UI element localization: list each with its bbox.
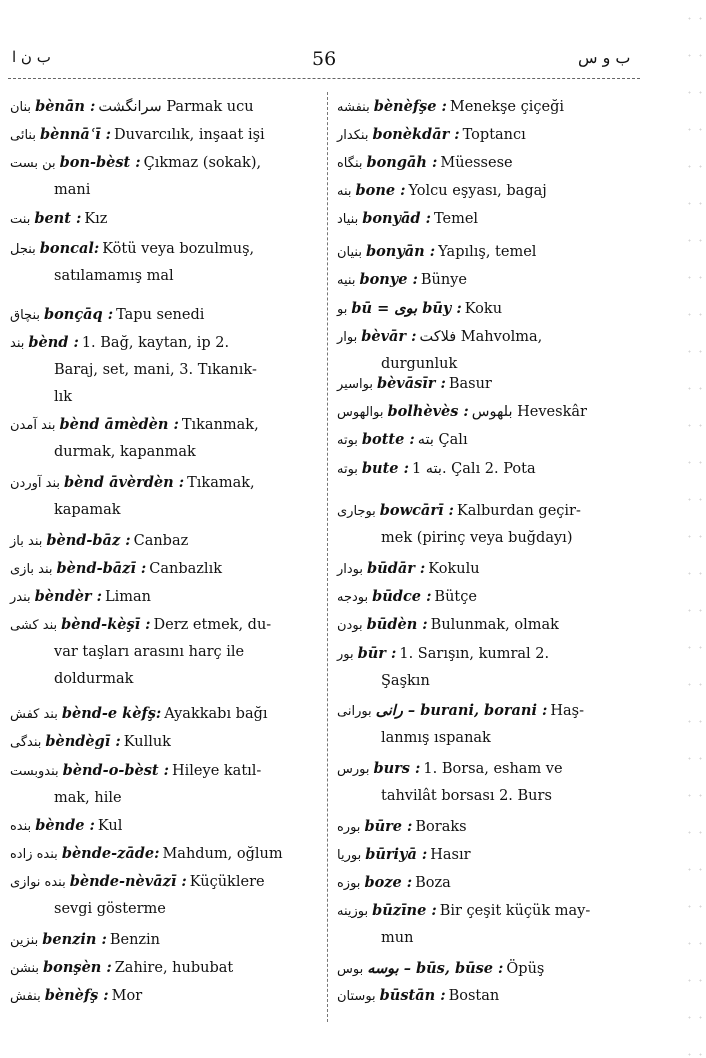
dictionary-entry xyxy=(337,93,642,121)
dictionary-entry xyxy=(337,266,642,294)
dictionary-entry xyxy=(337,555,642,583)
definition: Koku xyxy=(464,301,503,317)
dictionary-entry xyxy=(337,640,642,695)
entry-headline xyxy=(10,868,320,896)
headword-transliteration: bènde : xyxy=(35,817,95,834)
definition: Tıkamak, xyxy=(187,475,255,491)
dictionary-entry xyxy=(10,149,320,204)
headword-arabic-script: بنفشه xyxy=(337,100,370,115)
page-number: 56 xyxy=(312,48,337,70)
header-divider xyxy=(8,78,640,79)
headword-arabic-script: بنفش xyxy=(10,989,41,1004)
dictionary-entry xyxy=(337,238,642,266)
headword-arabic-script: بنکدار xyxy=(337,128,369,143)
definition: Yolcu eşyası, bagaj xyxy=(408,183,547,199)
entry-headline xyxy=(10,527,320,555)
headword-arabic-script: بنان xyxy=(10,100,32,115)
dictionary-entry xyxy=(10,926,320,954)
definition: Canbazlık xyxy=(149,561,222,577)
headword-arabic-script: بند کفش xyxy=(10,707,58,722)
headword-transliteration: bent : xyxy=(34,210,82,227)
entry-headline xyxy=(10,583,320,611)
entry-headline xyxy=(337,121,642,149)
headword-transliteration: bènd āmèdèn : xyxy=(59,416,179,433)
definition: 1. Borsa, esham ve xyxy=(423,761,563,777)
headword-transliteration: bowcārī : xyxy=(379,502,454,519)
headword-transliteration: bènde-zāde: xyxy=(61,845,160,862)
dictionary-entry xyxy=(10,555,320,583)
definition: فلاکت Mahvolma, xyxy=(419,329,543,345)
headword-transliteration: bèndègī : xyxy=(45,733,121,750)
headword-arabic-script: بنیان xyxy=(337,245,362,260)
dictionary-entry xyxy=(337,841,642,869)
headword-transliteration: būdār : xyxy=(367,560,426,577)
headword-transliteration: bènnāʿī : xyxy=(39,126,112,143)
entry-headline xyxy=(337,149,642,177)
headword-transliteration: bèvāsīr : xyxy=(376,375,446,392)
headword-arabic-script: بواسیر xyxy=(337,377,373,392)
dictionary-entry xyxy=(337,455,642,483)
headword-transliteration: būre : xyxy=(364,818,413,835)
column-divider xyxy=(327,92,328,1022)
definition: Bulunmak, olmak xyxy=(430,617,559,633)
definition-continuation: mani xyxy=(54,182,91,198)
headword-arabic-script: بور xyxy=(337,647,354,662)
entry-headline xyxy=(337,295,642,323)
dictionary-entry xyxy=(337,295,642,323)
definition: 1. Bağ, kaytan, ip 2. xyxy=(81,335,230,351)
definition: Kulluk xyxy=(123,734,171,750)
dictionary-entry xyxy=(10,205,320,233)
entry-headline xyxy=(10,954,320,982)
headword-transliteration: bènèfş : xyxy=(44,987,109,1004)
headword-arabic-script: بودجه xyxy=(337,590,369,605)
headword-transliteration: bènd-bāzī : xyxy=(56,560,147,577)
definition: Kalburdan geçir- xyxy=(456,503,581,519)
headword-arabic-script: بندوبست xyxy=(10,764,59,779)
entry-headline xyxy=(337,370,642,398)
headword-transliteration: bènde-nèvāzī : xyxy=(69,873,187,890)
definition: Ayakkabı bağı xyxy=(164,706,268,722)
headword-transliteration: bonçāq : xyxy=(43,306,114,323)
definition: Duvarcılık, inşaat işi xyxy=(114,127,265,143)
entry-headline xyxy=(10,757,320,785)
dictionary-entry xyxy=(10,93,320,121)
definition: Kötü veya bozulmuş, xyxy=(102,241,255,257)
headword-arabic-script: بوره xyxy=(337,820,361,835)
dictionary-entry xyxy=(10,700,320,728)
definition: بلهوس Heveskâr xyxy=(471,404,587,420)
dictionary-entry xyxy=(337,121,642,149)
definition: Toptancı xyxy=(462,127,526,143)
headword-arabic-script: بوالهوس xyxy=(337,405,384,420)
headword-transliteration: bolhèvès : xyxy=(387,403,469,420)
entry-headline xyxy=(337,697,642,725)
definition-continuation: durgunluk xyxy=(381,356,458,372)
headword-transliteration: bonyād : xyxy=(362,210,431,227)
dictionary-entry xyxy=(10,527,320,555)
headword-transliteration: bènān : xyxy=(35,98,96,115)
dictionary-entry xyxy=(337,813,642,841)
headword-arabic-script: بودار xyxy=(337,562,364,577)
headword-arabic-script: بند آمدن xyxy=(10,418,56,433)
definition-continuation: sevgi gösterme xyxy=(54,901,166,917)
headword-transliteration: bèvār : xyxy=(361,328,417,345)
definition: Kul xyxy=(97,818,123,834)
dictionary-entry xyxy=(337,755,642,810)
entry-headline xyxy=(10,555,320,583)
definition-continuation: doldurmak xyxy=(54,671,134,687)
dictionary-entry xyxy=(10,411,320,466)
headword-arabic-script: بنجل xyxy=(10,242,36,257)
headword-arabic-script: بند xyxy=(10,336,25,351)
definition: بته 1. Çalı 2. Pota xyxy=(411,461,536,477)
headword-arabic-script: بوریا xyxy=(337,848,362,863)
dictionary-entry xyxy=(337,697,642,752)
headword-transliteration: boncal: xyxy=(39,240,100,257)
entry-headline xyxy=(337,93,642,121)
entry-headline xyxy=(337,640,642,668)
entry-headline xyxy=(337,555,642,583)
headword-arabic-script: بوزینه xyxy=(337,904,369,919)
entry-headline xyxy=(337,426,642,454)
definition-continuation: satılamamış mal xyxy=(54,268,174,284)
entry-headline xyxy=(10,301,320,329)
headword-arabic-script: بنت xyxy=(10,212,31,227)
dictionary-entry xyxy=(10,757,320,812)
entry-headline xyxy=(10,411,320,439)
definition: Menekşe çiçeği xyxy=(449,99,565,115)
definition-continuation: mek (pirinç veya buğdayı) xyxy=(381,530,573,546)
headword-arabic-script: بوس xyxy=(337,962,364,977)
entry-headline xyxy=(337,611,642,639)
headword-transliteration: bonyān : xyxy=(365,243,436,260)
dictionary-entry xyxy=(337,398,642,426)
entry-headline xyxy=(337,398,642,426)
definition: Mahdum, oğlum xyxy=(162,846,283,862)
definition: Çıkmaz (sokak), xyxy=(143,155,262,171)
definition-continuation: durmak, kapanmak xyxy=(54,444,196,460)
headword-transliteration: بوسه – būs, būse : xyxy=(367,960,504,977)
definition: Bütçe xyxy=(434,589,477,605)
entry-headline xyxy=(10,121,320,149)
definition-continuation: tahvilât borsası 2. Burs xyxy=(381,788,552,804)
definition: Basur xyxy=(448,376,492,392)
definition-continuation: lık xyxy=(54,389,73,405)
definition: Hileye katıl- xyxy=(172,763,262,779)
entry-headline xyxy=(10,149,320,177)
entry-headline xyxy=(10,469,320,497)
dictionary-entry xyxy=(10,868,320,923)
entry-headline xyxy=(337,813,642,841)
headword-arabic-script: بودن xyxy=(337,618,363,633)
definition: Canbaz xyxy=(133,533,189,549)
entry-headline xyxy=(10,329,320,357)
headword-transliteration: رانی – burani, borani : xyxy=(375,702,548,719)
headword-transliteration: bone : xyxy=(355,182,406,199)
headword-transliteration: bènd āvèrdèn : xyxy=(64,474,185,491)
headword-transliteration: bū = بوی būy : xyxy=(351,300,462,317)
dictionary-entry xyxy=(337,869,642,897)
headword-transliteration: botte : xyxy=(361,431,415,448)
definition: Küçüklere xyxy=(189,874,265,890)
entry-headline xyxy=(10,812,320,840)
dictionary-entry xyxy=(10,954,320,982)
entry-headline xyxy=(10,93,320,121)
dictionary-entry xyxy=(10,812,320,840)
headword-transliteration: bènd-bāz : xyxy=(46,532,131,549)
entry-headline xyxy=(10,700,320,728)
dictionary-entry xyxy=(337,205,642,233)
headword-arabic-script: بورس xyxy=(337,762,370,777)
dictionary-entry xyxy=(10,235,320,290)
entry-headline xyxy=(337,755,642,783)
dictionary-entry xyxy=(10,611,320,693)
entry-headline xyxy=(10,235,320,263)
headword-transliteration: būdèn : xyxy=(366,616,428,633)
dictionary-entry xyxy=(337,370,642,398)
definition-continuation: Baraj, set, mani, 3. Tıkanık- xyxy=(54,362,257,378)
headword-arabic-script: بنگاه xyxy=(337,156,363,171)
dictionary-entry xyxy=(337,177,642,205)
entry-headline xyxy=(337,841,642,869)
headword-transliteration: benzin : xyxy=(42,931,107,948)
headword-transliteration: bongāh : xyxy=(366,154,438,171)
definition-continuation: lanmış ıspanak xyxy=(381,730,491,746)
headword-transliteration: būriyā : xyxy=(365,846,428,863)
entry-headline xyxy=(337,177,642,205)
definition: Temel xyxy=(433,211,479,227)
headword-arabic-script: بنشن xyxy=(10,961,40,976)
dictionary-entry xyxy=(10,121,320,149)
header-left-guide: ب ن ا xyxy=(12,48,51,66)
entry-headline xyxy=(337,982,642,1010)
dictionary-entry xyxy=(337,583,642,611)
definition: 1. Sarışın, kumral 2. xyxy=(399,646,550,662)
headword-transliteration: boze : xyxy=(364,874,413,891)
definition-continuation: Şaşkın xyxy=(381,673,430,689)
dictionary-entry xyxy=(337,611,642,639)
definition: Bir çeşit küçük may- xyxy=(439,903,591,919)
headword-transliteration: bèndèr : xyxy=(34,588,102,605)
headword-transliteration: būstān : xyxy=(379,987,446,1004)
headword-transliteration: bon-bèst : xyxy=(59,154,141,171)
definition: Mor xyxy=(111,988,143,1004)
dictionary-entry xyxy=(10,329,320,411)
entry-headline xyxy=(10,728,320,756)
headword-transliteration: bènd-o-bèst : xyxy=(62,762,170,779)
headword-arabic-script: بوزه xyxy=(337,876,361,891)
entry-headline xyxy=(337,238,642,266)
dictionary-entry xyxy=(337,426,642,454)
headword-arabic-script: بندر xyxy=(10,590,31,605)
entry-headline xyxy=(10,611,320,639)
headword-arabic-script: بنه xyxy=(337,184,352,199)
dictionary-entry xyxy=(337,149,642,177)
headword-transliteration: bènd-e kèfş: xyxy=(61,705,162,722)
definition: Tapu senedi xyxy=(116,307,205,323)
headword-arabic-script: بند باز xyxy=(10,534,43,549)
definition: Müessese xyxy=(440,155,513,171)
definition-continuation: mak, hile xyxy=(54,790,122,806)
dictionary-entry xyxy=(10,840,320,868)
headword-arabic-script: بنزین xyxy=(10,933,39,948)
page-edge-speckle xyxy=(684,0,706,1058)
headword-transliteration: būr : xyxy=(357,645,397,662)
definition: Boraks xyxy=(415,819,467,835)
headword-arabic-script: بنچاق xyxy=(10,308,40,323)
headword-transliteration: burs : xyxy=(373,760,421,777)
dictionary-entry xyxy=(337,897,642,952)
headword-transliteration: bonşèn : xyxy=(43,959,112,976)
headword-arabic-script: بو xyxy=(337,302,348,317)
entry-headline xyxy=(337,897,642,925)
headword-transliteration: būzīne : xyxy=(372,902,437,919)
headword-arabic-script: بوته xyxy=(337,433,358,448)
entry-headline xyxy=(337,869,642,897)
definition: سرانگشت Parmak ucu xyxy=(98,99,254,115)
entry-headline xyxy=(10,840,320,868)
headword-arabic-script: بند آوردن xyxy=(10,476,61,491)
definition: Liman xyxy=(104,589,151,605)
headword-arabic-script: بن بست xyxy=(10,156,56,171)
definition: Kokulu xyxy=(428,561,480,577)
entry-headline xyxy=(337,266,642,294)
headword-arabic-script: بند بازی xyxy=(10,562,53,577)
definition: Hasır xyxy=(430,847,471,863)
headword-arabic-script: بنده نوازی xyxy=(10,875,66,890)
entry-headline xyxy=(337,583,642,611)
headword-arabic-script: بوجاری xyxy=(337,504,376,519)
headword-transliteration: bute : xyxy=(361,460,409,477)
definition-continuation: kapamak xyxy=(54,502,121,518)
dictionary-entry xyxy=(10,982,320,1010)
definition-continuation: mun xyxy=(381,930,414,946)
headword-transliteration: bènd-kèşī : xyxy=(61,616,151,633)
headword-arabic-script: بنده xyxy=(10,819,32,834)
dictionary-entry xyxy=(337,955,642,983)
definition: Bünye xyxy=(420,272,467,288)
headword-arabic-script: بنیه xyxy=(337,273,356,288)
definition: Boza xyxy=(415,875,451,891)
dictionary-entry xyxy=(337,982,642,1010)
entry-headline xyxy=(337,323,642,351)
dictionary-entry xyxy=(10,469,320,524)
definition: Kız xyxy=(84,211,108,227)
headword-arabic-script: بنیاد xyxy=(337,212,359,227)
headword-transliteration: būdce : xyxy=(372,588,432,605)
headword-transliteration: bènd : xyxy=(28,334,79,351)
headword-transliteration: bènèfşe : xyxy=(373,98,447,115)
header-right-guide: ب و س xyxy=(578,48,631,67)
entry-headline xyxy=(10,926,320,954)
entry-headline xyxy=(337,955,642,983)
headword-arabic-script: بنده زاده xyxy=(10,847,58,862)
headword-arabic-script: بورانی xyxy=(337,704,372,719)
entry-headline xyxy=(10,982,320,1010)
entry-headline xyxy=(337,205,642,233)
definition: Tıkanmak, xyxy=(181,417,259,433)
dictionary-entry xyxy=(10,728,320,756)
entry-headline xyxy=(10,205,320,233)
definition: Benzin xyxy=(109,932,161,948)
entry-headline xyxy=(337,497,642,525)
headword-arabic-script: بوته xyxy=(337,462,358,477)
definition: بته Çalı xyxy=(417,432,468,448)
headword-transliteration: bonye : xyxy=(359,271,418,288)
headword-arabic-script: بوستان xyxy=(337,989,376,1004)
headword-transliteration: bonèkdār : xyxy=(372,126,460,143)
definition: Zahire, hububat xyxy=(114,960,234,976)
definition: Bostan xyxy=(448,988,500,1004)
definition: Öpüş xyxy=(506,961,545,977)
headword-arabic-script: بند کشی xyxy=(10,618,58,633)
dictionary-entry xyxy=(10,583,320,611)
headword-arabic-script: بنائی xyxy=(10,128,36,143)
definition-continuation: var taşları arasını harç ile xyxy=(54,644,245,660)
headword-arabic-script: بوار xyxy=(337,330,358,345)
definition: Yapılış, temel xyxy=(438,244,537,260)
dictionary-entry xyxy=(337,497,642,552)
entry-headline xyxy=(337,455,642,483)
definition: Derz etmek, du- xyxy=(153,617,272,633)
dictionary-entry xyxy=(10,301,320,329)
definition: Haş- xyxy=(550,703,584,719)
headword-arabic-script: بندگی xyxy=(10,735,42,750)
